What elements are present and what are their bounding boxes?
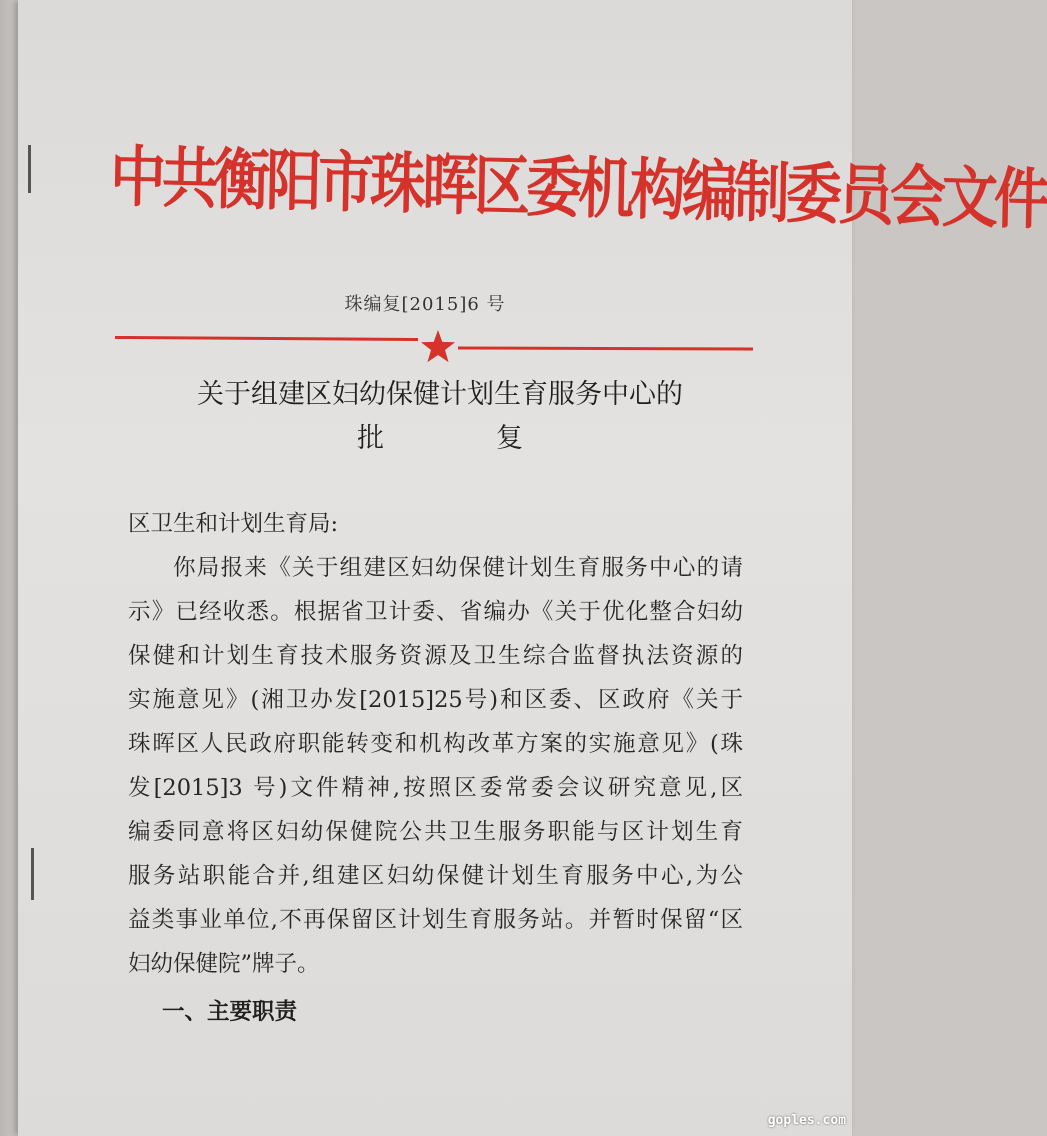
body-line: 你局报来《关于组建区妇幼保健计划生育服务中心的请 — [173, 555, 743, 581]
subject-title-char2: 复 — [496, 423, 523, 454]
star-icon — [418, 326, 458, 366]
body-line: 示》已经收悉。根据省卫计委、省编办《关于优化整合妇幼 — [128, 599, 743, 625]
body-line: 发[2015]3 号)文件精神,按照区委常委会议研究意见,区 — [128, 775, 743, 801]
binding-mark — [31, 848, 34, 900]
document-body — [128, 502, 743, 986]
body-line: 珠晖区人民政府职能转变和机构改革方案的实施意见》(珠 — [128, 731, 743, 757]
section-heading: 一、主要职责 — [162, 999, 298, 1025]
body-line: 保健和计划生育技术服务资源及卫生综合监督执法资源的 — [128, 643, 743, 669]
issuer-title: 中共衡阳市珠晖区委机构编制委员会文件 — [109, 138, 1047, 240]
salutation: 区卫生和计划生育局: — [128, 511, 339, 537]
subject-title-char1: 批 — [357, 423, 384, 454]
document-number: 珠编复[2015]6 号 — [344, 294, 506, 315]
subject-title-line2 — [100, 416, 780, 455]
body-line: 妇幼保健院”牌子。 — [128, 951, 320, 977]
watermark: goples.com — [767, 1113, 846, 1128]
body-line: 编委同意将区妇幼保健院公共卫生服务职能与区计划生育 — [128, 819, 743, 845]
body-line: 益类事业单位,不再保留区计划生育服务站。并暂时保留“区 — [128, 907, 743, 933]
body-line: 服务站职能合并,组建区妇幼保健计划生育服务中心,为公 — [128, 863, 743, 889]
subject-title-line1: 关于组建区妇幼保健计划生育服务中心的 — [197, 379, 683, 410]
binding-mark — [28, 145, 31, 193]
body-line: 实施意见》(湘卫办发[2015]25号)和区委、区政府《关于 — [128, 687, 743, 713]
